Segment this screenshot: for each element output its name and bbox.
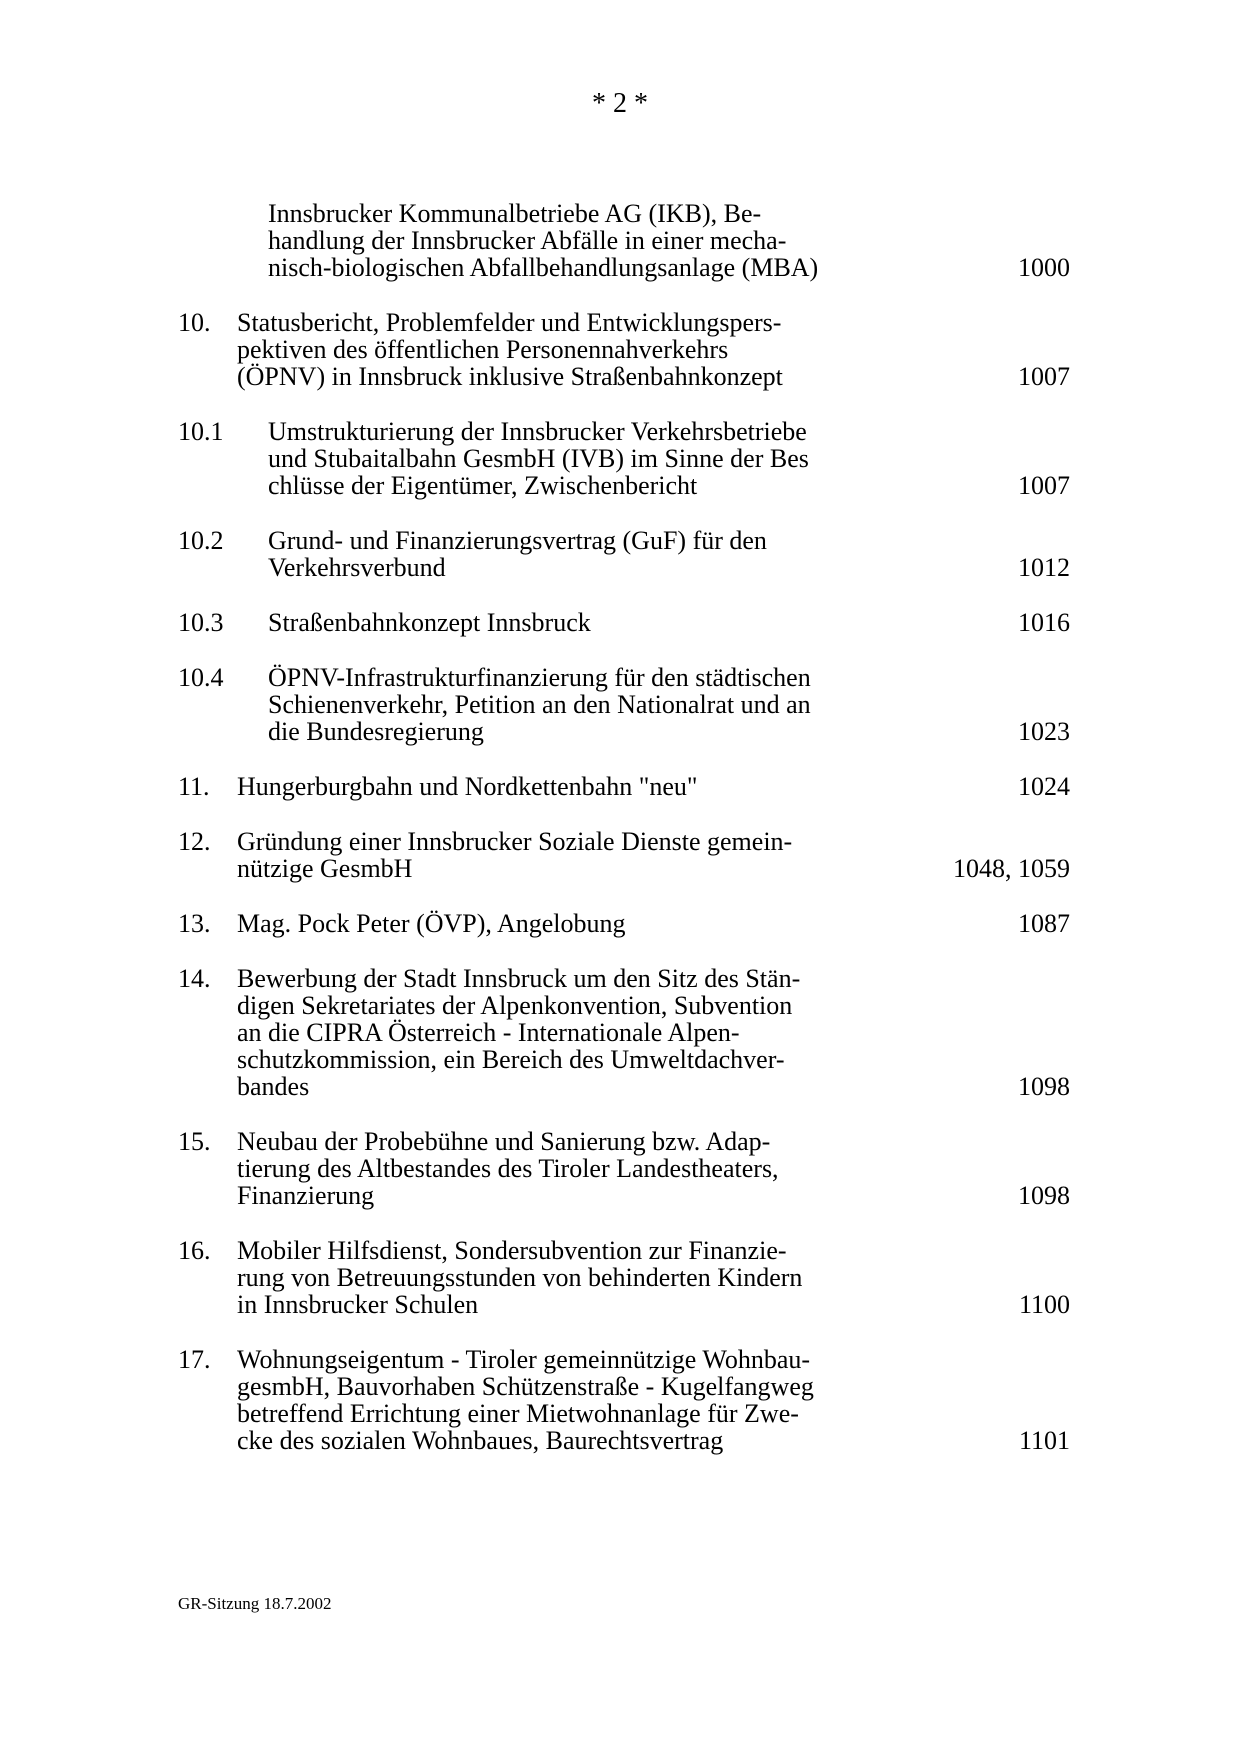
toc-entry-pages: 1100 bbox=[1018, 1290, 1070, 1319]
toc-entry-pages: 1101 bbox=[1018, 1426, 1070, 1455]
toc-entry-number: 10.4 bbox=[178, 663, 224, 692]
toc-entry-number: 10.2 bbox=[178, 526, 224, 555]
toc-entry bbox=[178, 773, 1070, 800]
toc-entry-text: Hungerburgbahn und Nordkettenbahn "neu" bbox=[237, 772, 698, 801]
footer-session-date: GR-Sitzung 18.7.2002 bbox=[178, 1594, 332, 1613]
toc-entry bbox=[178, 1128, 1070, 1209]
toc-entry-pages: 1012 bbox=[1018, 553, 1070, 582]
toc-entry bbox=[178, 200, 1070, 281]
toc-entry-pages: 1098 bbox=[1018, 1181, 1070, 1210]
toc-entry bbox=[178, 664, 1070, 745]
toc-entry-text: Grund- und Finanzierungsvertrag (GuF) für den Verkehrsverbund bbox=[268, 526, 767, 582]
table-of-contents bbox=[178, 200, 1070, 1482]
toc-entry-pages: 1087 bbox=[1018, 909, 1070, 938]
toc-entry-text: Mobiler Hilfsdienst, Sondersubvention zur Finanzie- rung von Betreuungsstunden von behinderten Kindern in Innsbrucker Schulen bbox=[237, 1236, 803, 1319]
toc-entry-number: 11. bbox=[178, 772, 210, 801]
toc-entry bbox=[178, 828, 1070, 882]
toc-entry-number: 10. bbox=[178, 308, 211, 337]
toc-entry-text: Innsbrucker Kommunalbetriebe AG (IKB), Be- handlung der Innsbrucker Abfälle in einer mecha- nisch-biologischen Abfallbehandlungsanlage (MBA) bbox=[268, 199, 819, 282]
toc-entry-number: 14. bbox=[178, 964, 211, 993]
toc-entry-pages: 1024 bbox=[1018, 772, 1070, 801]
toc-entry bbox=[178, 527, 1070, 581]
toc-entry-text: Straßenbahnkonzept Innsbruck bbox=[268, 608, 591, 637]
toc-entry-text: ÖPNV-Infrastrukturfinanzierung für den städtischen Schienenverkehr, Petition an den Nationalrat und an die Bundesregierung bbox=[268, 663, 811, 746]
toc-entry-text: Statusbericht, Problemfelder und Entwicklungspers- pektiven des öffentlichen Personennahverkehrs (ÖPNV) in Innsbruck inklusive Straßenbahnkonzept bbox=[237, 308, 783, 391]
toc-entry-number: 12. bbox=[178, 827, 211, 856]
toc-entry-text: Bewerbung der Stadt Innsbruck um den Sitz des Stän- digen Sekretariates der Alpenkonvention, Subvention an die CIPRA Österreich - Internationale Alpen- schutzkommission, ein Bereich des Umweltdachver- bandes bbox=[237, 964, 801, 1101]
toc-entry-pages: 1007 bbox=[1018, 471, 1070, 500]
toc-entry bbox=[178, 1346, 1070, 1454]
toc-entry bbox=[178, 309, 1070, 390]
toc-entry-number: 10.3 bbox=[178, 608, 224, 637]
toc-entry-pages: 1000 bbox=[1018, 253, 1070, 282]
toc-entry-number: 10.1 bbox=[178, 417, 224, 446]
toc-entry-number: 13. bbox=[178, 909, 211, 938]
toc-entry bbox=[178, 418, 1070, 499]
toc-entry-number: 16. bbox=[178, 1236, 211, 1265]
toc-entry bbox=[178, 910, 1070, 937]
toc-entry-text: Gründung einer Innsbrucker Soziale Dienste gemein- nützige GesmbH bbox=[237, 827, 793, 883]
toc-entry-text: Wohnungseigentum - Tiroler gemeinnützige Wohnbau- gesmbH, Bauvorhaben Schützenstraße - Kugelfangweg betreffend Errichtung einer Mietwohnanlage für Zwe- cke des sozialen Wohnbaues, Baurechtsvertrag bbox=[237, 1345, 814, 1455]
toc-entry-text: Mag. Pock Peter (ÖVP), Angelobung bbox=[237, 909, 626, 938]
toc-entry-pages: 1007 bbox=[1018, 362, 1070, 391]
toc-entry bbox=[178, 609, 1070, 636]
toc-entry-number: 15. bbox=[178, 1127, 211, 1156]
toc-entry-text: Neubau der Probebühne und Sanierung bzw. Adap- tierung des Altbestandes des Tiroler Landestheaters, Finanzierung bbox=[237, 1127, 779, 1210]
toc-entry-pages: 1048, 1059 bbox=[953, 854, 1070, 883]
toc-entry-pages: 1023 bbox=[1018, 717, 1070, 746]
toc-entry-pages: 1016 bbox=[1018, 608, 1070, 637]
toc-entry-pages: 1098 bbox=[1018, 1072, 1070, 1101]
toc-entry bbox=[178, 1237, 1070, 1318]
toc-entry bbox=[178, 965, 1070, 1100]
toc-entry-number: 17. bbox=[178, 1345, 211, 1374]
toc-entry-text: Umstrukturierung der Innsbrucker Verkehrsbetriebe und Stubaitalbahn GesmbH (IVB) im Sinne der Bes chlüsse der Eigentümer, Zwischenbericht bbox=[268, 417, 809, 500]
page-number: * 2 * bbox=[592, 88, 648, 119]
